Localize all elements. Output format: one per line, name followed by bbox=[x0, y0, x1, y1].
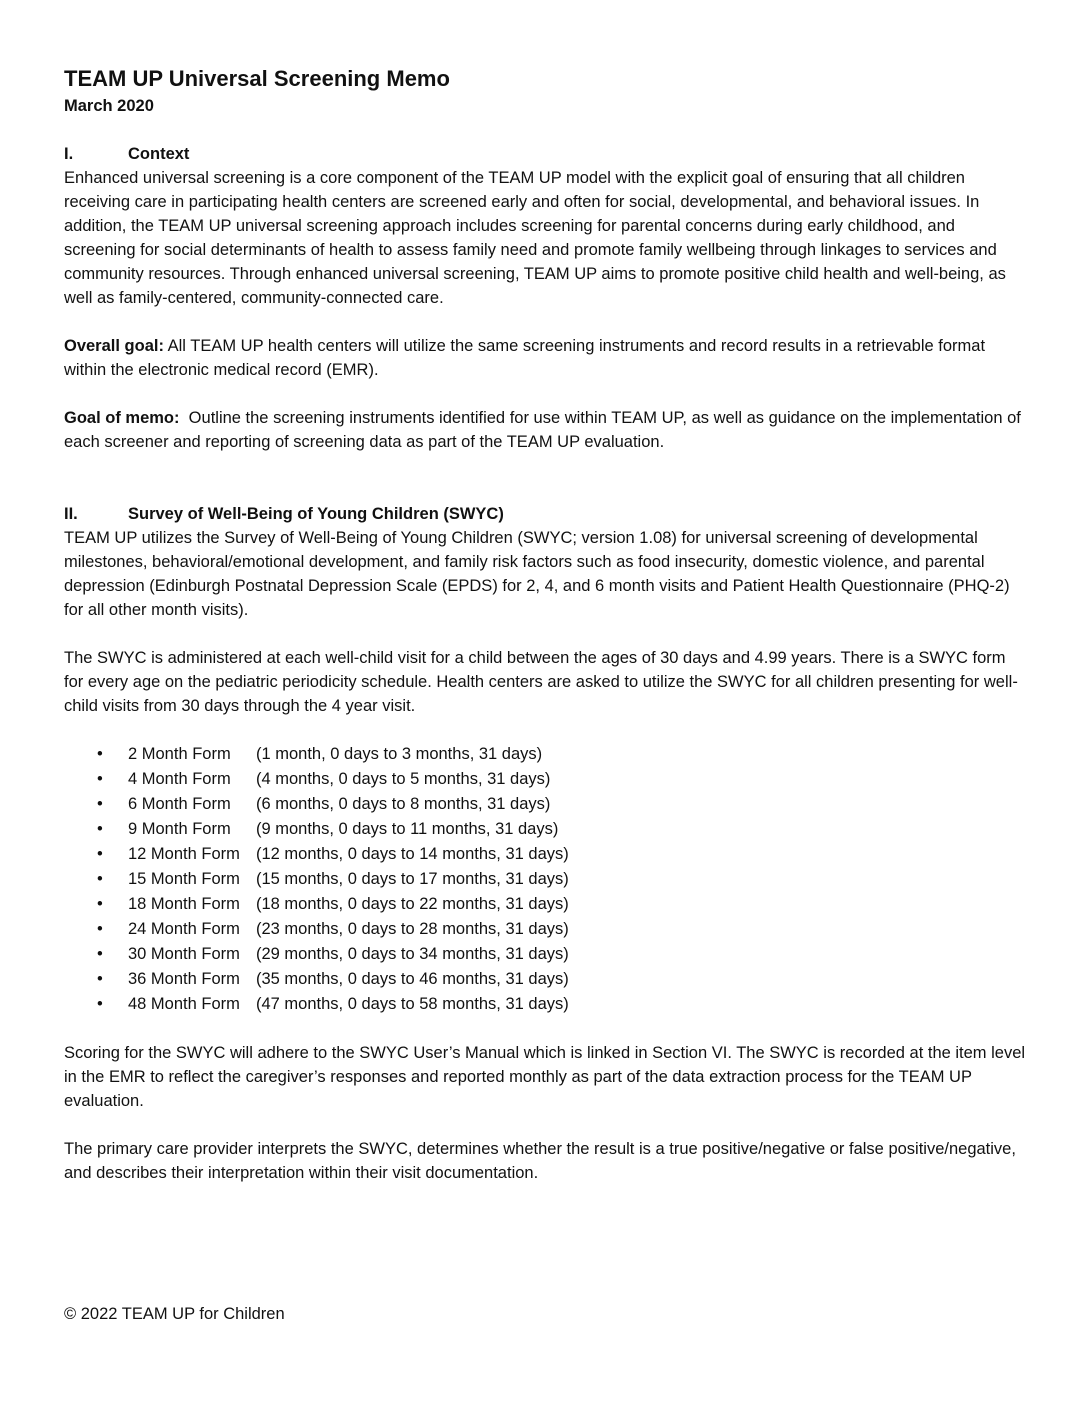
overall-goal-paragraph bbox=[64, 334, 1029, 382]
swyc-form-name: 6 Month Form bbox=[128, 795, 231, 813]
swyc-form-item bbox=[64, 892, 1029, 917]
swyc-scoring-paragraph: Scoring for the SWYC will adhere to the SWYC User’s Manual which is linked in Section VI. The SWYC is recorded at the item level in the EMR to reflect the caregiver’s responses and reported monthly as part of the data extraction process for the TEAM UP evaluation. bbox=[64, 1044, 1026, 1110]
bullet-icon: • bbox=[97, 895, 103, 913]
swyc-form-item bbox=[64, 967, 1029, 992]
swyc-form-item bbox=[64, 992, 1029, 1017]
swyc-form-range: (23 months, 0 days to 28 months, 31 days) bbox=[256, 920, 569, 938]
section-1-heading bbox=[64, 142, 1029, 166]
overall-goal-label: Overall goal: bbox=[64, 337, 164, 355]
swyc-form-range: (29 months, 0 days to 34 months, 31 days) bbox=[256, 945, 569, 963]
swyc-form-item bbox=[64, 842, 1029, 867]
swyc-form-item bbox=[64, 742, 1029, 767]
memo-goal-text: Outline the screening instruments identified for use within TEAM UP, as well as guidance on the implementation of each screener and reporting of screening data as part of the TEAM UP evaluation. bbox=[64, 409, 1026, 451]
section-2-number: II. bbox=[64, 505, 78, 523]
bullet-icon: • bbox=[97, 870, 103, 888]
section-1-title: Context bbox=[128, 145, 190, 163]
swyc-form-item bbox=[64, 917, 1029, 942]
swyc-intro-paragraph: TEAM UP utilizes the Survey of Well-Being of Young Children (SWYC; version 1.08) for universal screening of developmental milestones, behavioral/emotional development, and family risk factors such as food insecurity, domestic violence, and parental depression (Edinburgh Postnatal Depression Scale (EPDS) for 2, 4, and 6 month visits and Patient Health Questionnaire (PHQ-2) for all other month visits). bbox=[64, 529, 1010, 619]
bullet-icon: • bbox=[97, 945, 103, 963]
memo-title: TEAM UP Universal Screening Memo bbox=[64, 66, 450, 91]
swyc-form-range: (6 months, 0 days to 8 months, 31 days) bbox=[256, 795, 551, 813]
swyc-form-item bbox=[64, 767, 1029, 792]
swyc-form-range: (12 months, 0 days to 14 months, 31 days) bbox=[256, 845, 569, 863]
section-2-title: Survey of Well-Being of Young Children (SWYC) bbox=[128, 505, 504, 523]
swyc-form-name: 15 Month Form bbox=[128, 870, 240, 888]
section-2-heading bbox=[64, 502, 1029, 526]
swyc-form-name: 9 Month Form bbox=[128, 820, 231, 838]
bullet-icon: • bbox=[97, 920, 103, 938]
swyc-form-range: (47 months, 0 days to 58 months, 31 days) bbox=[256, 995, 569, 1013]
swyc-form-name: 2 Month Form bbox=[128, 745, 231, 763]
swyc-form-range: (15 months, 0 days to 17 months, 31 days) bbox=[256, 870, 569, 888]
bullet-icon: • bbox=[97, 970, 103, 988]
swyc-form-item bbox=[64, 792, 1029, 817]
context-paragraph: Enhanced universal screening is a core component of the TEAM UP model with the explicit goal of ensuring that all children receiving care in participating health centers are screened early and often for social, developmental, and behavioral issues. In addition, the TEAM UP universal screening approach includes screening for parental concerns during early childhood, and screening for social determinants of health to assess family need and promote family wellbeing through linkages to services and community resources. Through enhanced universal screening, TEAM UP aims to promote positive child health and well-being, as well as family-centered, community-connected care. bbox=[64, 169, 1006, 307]
bullet-icon: • bbox=[97, 795, 103, 813]
section-1-number: I. bbox=[64, 145, 74, 163]
bullet-icon: • bbox=[97, 745, 103, 763]
swyc-form-item bbox=[64, 942, 1029, 967]
bullet-icon: • bbox=[97, 820, 103, 838]
bullet-icon: • bbox=[97, 770, 103, 788]
bullet-icon: • bbox=[97, 845, 103, 863]
bullet-icon: • bbox=[97, 995, 103, 1013]
swyc-form-name: 30 Month Form bbox=[128, 945, 240, 963]
swyc-form-name: 36 Month Form bbox=[128, 970, 240, 988]
swyc-form-range: (9 months, 0 days to 11 months, 31 days) bbox=[256, 820, 559, 838]
swyc-form-range: (1 month, 0 days to 3 months, 31 days) bbox=[256, 745, 543, 763]
swyc-form-range: (4 months, 0 days to 5 months, 31 days) bbox=[256, 770, 551, 788]
copyright-footer: © 2022 TEAM UP for Children bbox=[64, 1305, 285, 1323]
swyc-form-range: (35 months, 0 days to 46 months, 31 days) bbox=[256, 970, 569, 988]
overall-goal-text: All TEAM UP health centers will utilize the same screening instruments and record results in a retrievable format within the electronic medical record (EMR). bbox=[64, 337, 986, 379]
swyc-form-name: 24 Month Form bbox=[128, 920, 240, 938]
memo-page bbox=[64, 64, 1029, 1209]
swyc-form-name: 4 Month Form bbox=[128, 770, 231, 788]
swyc-form-item bbox=[64, 867, 1029, 892]
swyc-forms-list bbox=[64, 742, 1029, 1017]
swyc-form-range: (18 months, 0 days to 22 months, 31 days) bbox=[256, 895, 569, 913]
memo-goal-label: Goal of memo: bbox=[64, 409, 180, 427]
swyc-administration-paragraph: The SWYC is administered at each well-child visit for a child between the ages of 30 days and 4.99 years. There is a SWYC form for every age on the pediatric periodicity schedule. Health centers are asked to utilize the SWYC for all children presenting for well-child visits from 30 days through the 4 year visit. bbox=[64, 649, 1018, 715]
memo-date: March 2020 bbox=[64, 97, 154, 115]
swyc-form-name: 12 Month Form bbox=[128, 845, 240, 863]
swyc-form-item bbox=[64, 817, 1029, 842]
swyc-form-name: 18 Month Form bbox=[128, 895, 240, 913]
swyc-form-name: 48 Month Form bbox=[128, 995, 240, 1013]
memo-goal-paragraph bbox=[64, 406, 1029, 454]
swyc-interpretation-paragraph: The primary care provider interprets the SWYC, determines whether the result is a true positive/negative or false positive/negative, and describes their interpretation within their visit documentation. bbox=[64, 1140, 1016, 1182]
